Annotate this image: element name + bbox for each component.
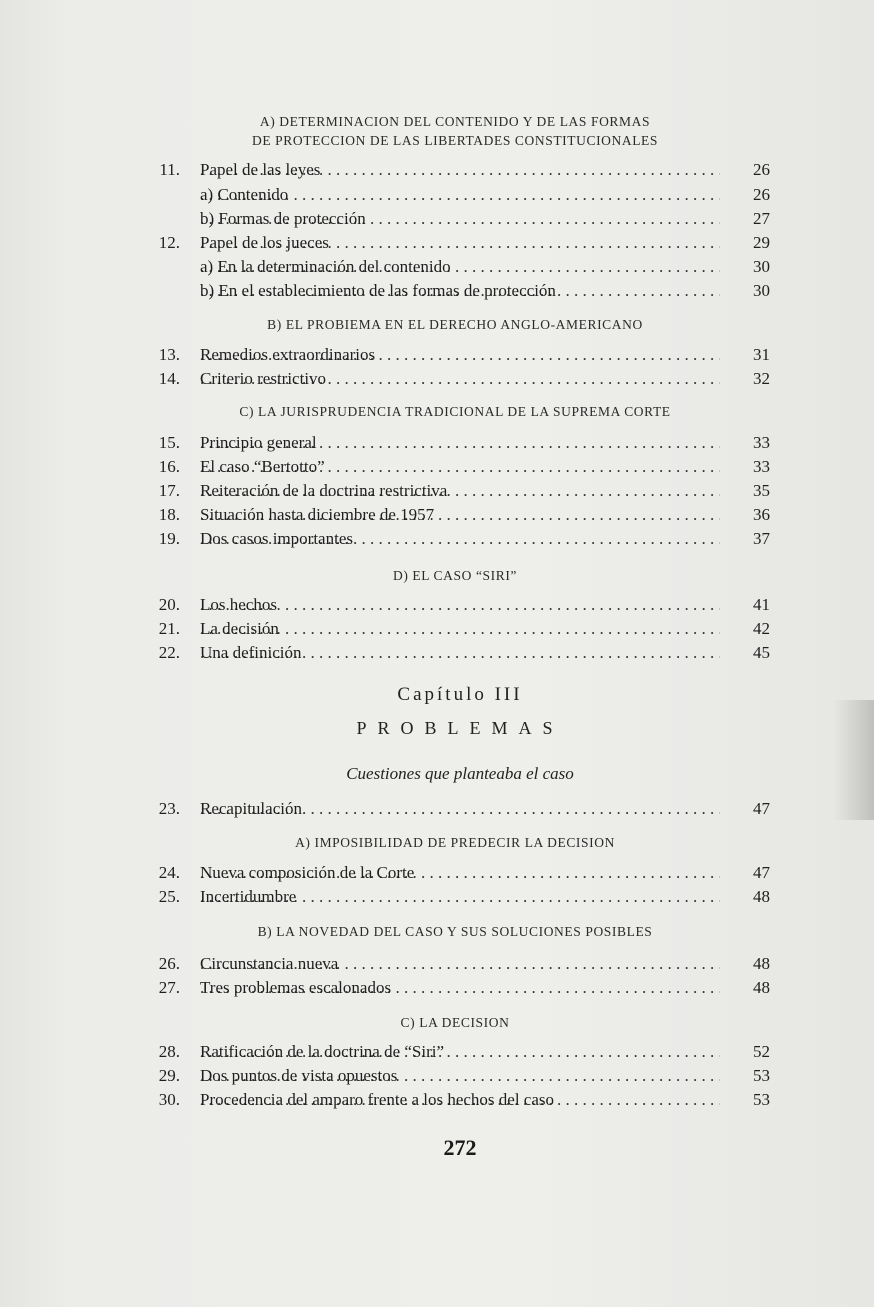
section-heading-d bbox=[150, 566, 760, 585]
toc-entry bbox=[150, 1088, 770, 1112]
entry-number: 27. bbox=[158, 978, 180, 997]
toc-entry bbox=[150, 976, 770, 1000]
toc-entry bbox=[150, 455, 770, 479]
entry-number: 20. bbox=[158, 595, 180, 614]
entry-page: 29 bbox=[753, 233, 770, 252]
entry-number: 28. bbox=[158, 1042, 180, 1061]
entry-number: 11. bbox=[159, 160, 180, 179]
page-edge-shadow bbox=[834, 700, 874, 820]
entry-number: 12. bbox=[158, 233, 180, 252]
entry-title: a) Contenido bbox=[200, 185, 289, 204]
entry-title: Reiteración de la doctrina restrictiva bbox=[200, 481, 448, 500]
entry-page: 53 bbox=[753, 1066, 770, 1085]
toc-entry bbox=[150, 431, 770, 455]
entry-page: 52 bbox=[753, 1042, 770, 1061]
section-heading-a-line-1: A) DETERMINACION DEL CONTENIDO Y DE LAS FORMAS bbox=[259, 114, 651, 129]
chapter-title: Capítulo III bbox=[397, 684, 523, 705]
toc-entry bbox=[150, 617, 770, 641]
entry-title: Nueva composición de la Corte bbox=[200, 863, 415, 882]
entry-number: 16. bbox=[158, 457, 180, 476]
entry-number: 29. bbox=[158, 1066, 180, 1085]
section-heading-problems-c-line-1: C) LA DECISION bbox=[400, 1015, 510, 1030]
entry-title: b) Formas de protección bbox=[200, 209, 366, 228]
toc-entry bbox=[150, 861, 770, 885]
chapter-name: PROBLEMAS bbox=[356, 718, 564, 738]
entry-page: 26 bbox=[753, 160, 770, 179]
entry-title: Dos casos importantes bbox=[200, 529, 353, 548]
entry-number: 18. bbox=[158, 505, 180, 524]
entry-number: 19. bbox=[158, 529, 180, 548]
entry-page: 42 bbox=[753, 619, 770, 638]
entry-number: 13. bbox=[158, 345, 180, 364]
section-heading-problems-b bbox=[150, 922, 760, 941]
entry-page: 30 bbox=[753, 257, 770, 276]
entry-title: Principio general bbox=[200, 433, 317, 452]
entry-title: Ratificación de la doctrina de “Siri” bbox=[200, 1042, 445, 1061]
section-heading-a-line-2: DE PROTECCION DE LAS LIBERTADES CONSTITUCIONALES bbox=[251, 133, 659, 148]
entry-title: Circunstancia nueva bbox=[200, 954, 339, 973]
entry-page: 30 bbox=[753, 281, 770, 300]
entry-title: Incertidumbre bbox=[200, 887, 297, 906]
chapter-subtitle: Cuestiones que planteaba el caso bbox=[346, 764, 574, 783]
toc-entry bbox=[150, 231, 770, 255]
entry-page: 32 bbox=[753, 369, 770, 388]
entry-title: Los hechos bbox=[200, 595, 277, 614]
section-heading-b bbox=[150, 315, 760, 334]
entry-page: 35 bbox=[753, 481, 770, 500]
entry-title: a) En la determinación del contenido bbox=[200, 257, 451, 276]
entry-title: Recapitulación bbox=[200, 799, 302, 818]
entry-page: 45 bbox=[753, 643, 770, 662]
entry-title: Papel de las leyes bbox=[200, 160, 321, 179]
entry-title: Una definición bbox=[200, 643, 302, 662]
entry-number: 17. bbox=[158, 481, 180, 500]
section-heading-problems-c bbox=[150, 1013, 760, 1032]
entry-title: El caso “Bertotto” bbox=[200, 457, 325, 476]
toc-entry bbox=[150, 207, 770, 231]
entry-number: 21. bbox=[158, 619, 180, 638]
entry-title: Remedios extraordinarios bbox=[200, 345, 376, 364]
entry-number: 23. bbox=[158, 799, 180, 818]
entry-number: 25. bbox=[158, 887, 180, 906]
entry-title: b) En el establecimiento de las formas de protección bbox=[200, 281, 556, 300]
section-heading-b-line-1: B) EL PROBIEMA EN EL DERECHO ANGLO-AMERICANO bbox=[267, 317, 643, 332]
entry-title: Situación hasta diciembre de 1957 bbox=[200, 505, 435, 524]
entry-number: 15. bbox=[158, 433, 180, 452]
toc-entry bbox=[150, 279, 770, 303]
toc-entry bbox=[150, 367, 770, 391]
toc-entry bbox=[150, 1040, 770, 1064]
entry-number: 30. bbox=[158, 1090, 180, 1109]
entry-number: 24. bbox=[158, 863, 180, 882]
toc-entry bbox=[150, 479, 770, 503]
entry-number: 26. bbox=[158, 954, 180, 973]
entry-page: 47 bbox=[753, 863, 770, 882]
entry-page: 31 bbox=[753, 345, 770, 364]
entry-page: 36 bbox=[753, 505, 770, 524]
toc-entry bbox=[150, 952, 770, 976]
section-heading-a bbox=[150, 112, 760, 150]
entry-page: 41 bbox=[753, 595, 770, 614]
entry-page: 37 bbox=[753, 529, 770, 548]
toc-entry bbox=[150, 593, 770, 617]
toc-entry bbox=[150, 527, 770, 551]
entry-number: 22. bbox=[158, 643, 180, 662]
entry-number: 14. bbox=[158, 369, 180, 388]
entry-title: Procedencia del amparo frente a los hechos del caso bbox=[200, 1090, 555, 1109]
toc-entry bbox=[150, 255, 770, 279]
entry-page: 27 bbox=[753, 209, 770, 228]
entry-page: 26 bbox=[753, 185, 770, 204]
entry-page: 33 bbox=[753, 433, 770, 452]
entry-page: 48 bbox=[753, 954, 770, 973]
page-number: 272 bbox=[443, 1135, 477, 1160]
toc-entry bbox=[150, 885, 770, 909]
section-heading-c-line-1: C) LA JURISPRUDENCIA TRADICIONAL DE LA SUPREMA CORTE bbox=[239, 404, 671, 419]
section-heading-problems-b-line-1: B) LA NOVEDAD DEL CASO Y SUS SOLUCIONES POSIBLES bbox=[257, 924, 653, 939]
entry-title: Tres problemas escalonados bbox=[200, 978, 392, 997]
entry-title: La decisión bbox=[200, 619, 279, 638]
toc-entry bbox=[150, 797, 770, 821]
section-heading-d-line-1: D) EL CASO “SIRI” bbox=[392, 568, 518, 583]
entry-page: 33 bbox=[753, 457, 770, 476]
entry-title: Dos puntos de vista opuestos bbox=[200, 1066, 398, 1085]
section-heading-problems-a bbox=[150, 833, 760, 852]
toc-entry bbox=[150, 158, 770, 182]
entry-title: Papel de los jueces bbox=[200, 233, 329, 252]
section-heading-c bbox=[150, 402, 760, 421]
entry-title: Criterio restrictivo bbox=[200, 369, 327, 388]
toc-entry bbox=[150, 343, 770, 367]
toc-entry bbox=[150, 183, 770, 207]
entry-page: 53 bbox=[753, 1090, 770, 1109]
toc-entry bbox=[150, 503, 770, 527]
toc-entry bbox=[150, 1064, 770, 1088]
toc-entry bbox=[150, 641, 770, 665]
entry-page: 47 bbox=[753, 799, 770, 818]
entry-page: 48 bbox=[753, 978, 770, 997]
entry-page: 48 bbox=[753, 887, 770, 906]
section-heading-problems-a-line-1: A) IMPOSIBILIDAD DE PREDECIR LA DECISION bbox=[295, 835, 615, 850]
